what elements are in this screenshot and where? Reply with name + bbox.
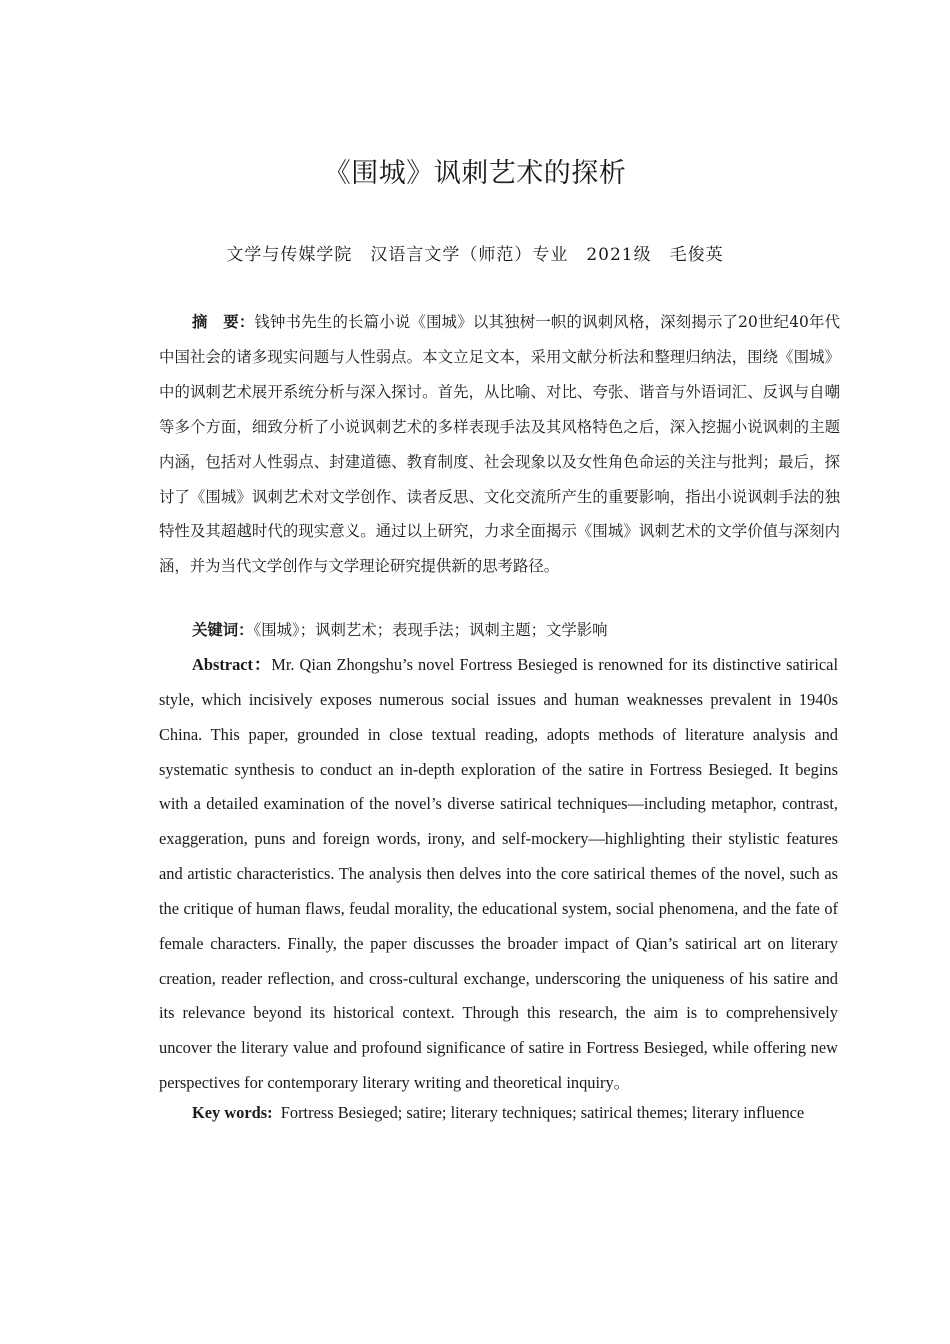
paper-title: 《围城》讽刺艺术的探析	[323, 158, 627, 189]
chinese-keywords	[192, 616, 840, 644]
byline-author: 毛俊英	[669, 245, 724, 265]
english-keywords	[192, 1099, 840, 1127]
chinese-abstract	[159, 305, 840, 584]
byline-college: 文学与传媒学院	[226, 245, 353, 265]
chinese-abstract-label: 摘 要：	[192, 313, 255, 331]
chinese-keywords-label: 关键词：	[192, 621, 254, 639]
english-abstract-label: Abstract：	[192, 655, 272, 674]
author-byline	[0, 241, 950, 269]
english-abstract-text: Mr. Qian Zhongshu’s novel Fortress Besieged is renowned for its distinctive satirical style, which incisively exposes numerous social issues and human weaknesses prevalent in 1940s China. This paper, grounded in close textual reading, adopts methods of literature analysis and systematic synthesis to conduct an in-depth exploration of the satire in Fortress Besieged. It begins with a detailed examination of the novel’s diverse satirical techniques—including metaphor, contrast, exaggeration, puns and foreign words, irony, and self-mockery—highlighting their stylistic features and artistic characteristics. The analysis then delves into the core satirical themes of the novel, such as the critique of human flaws, feudal morality, the educational system, social phenomena, and the fate of female characters. Finally, the paper discusses the broader impact of Qian’s satirical art on literary creation, reader reflection, and cross-cultural exchange, underscoring the uniqueness of his satire and its relevance beyond its historical context. Through this research, the aim is to comprehensively uncover the literary value and profound significance of satire in Fortress Besieged, while offering new perspectives for contemporary literary writing and theoretical inquiry。	[159, 655, 838, 1093]
chinese-abstract-text: 钱钟书先生的长篇小说《围城》以其独树一帜的讽刺风格，深刻揭示了20世纪40年代中国社会的诸多现实问题与人性弱点。本文立足文本，采用文献分析法和整理归纳法，围绕《围城》中的讽刺艺术展开系统分析与深入探讨。首先，从比喻、对比、夸张、谐音与外语词汇、反讽与自嘲等多个方面，细致分析了小说讽刺艺术的多样表现手法及其风格特色之后，深入挖掘小说讽刺的主题内涵，包括对人性弱点、封建道德、教育制度、社会现象以及女性角色命运的关注与批判；最后，探讨了《围城》讽刺艺术对文学创作、读者反思、文化交流所产生的重要影响，指出小说讽刺手法的独特性及其超越时代的现实意义。通过以上研究，力求全面揭示《围城》讽刺艺术的文学价值与深刻内涵，并为当代文学创作与文学理论研究提供新的思考路径。	[159, 313, 840, 576]
byline-grade: 2021级	[586, 245, 652, 265]
byline-major: 汉语言文学（师范）专业	[370, 245, 569, 265]
chinese-keywords-text: 《围城》；讽刺艺术；表现手法；讽刺主题；文学影响	[253, 621, 608, 639]
english-abstract	[159, 648, 838, 1101]
english-keywords-text: Fortress Besieged; satire; literary techniques; satirical themes; literary influence	[280, 1103, 805, 1122]
english-keywords-label: Key words:	[192, 1103, 273, 1122]
